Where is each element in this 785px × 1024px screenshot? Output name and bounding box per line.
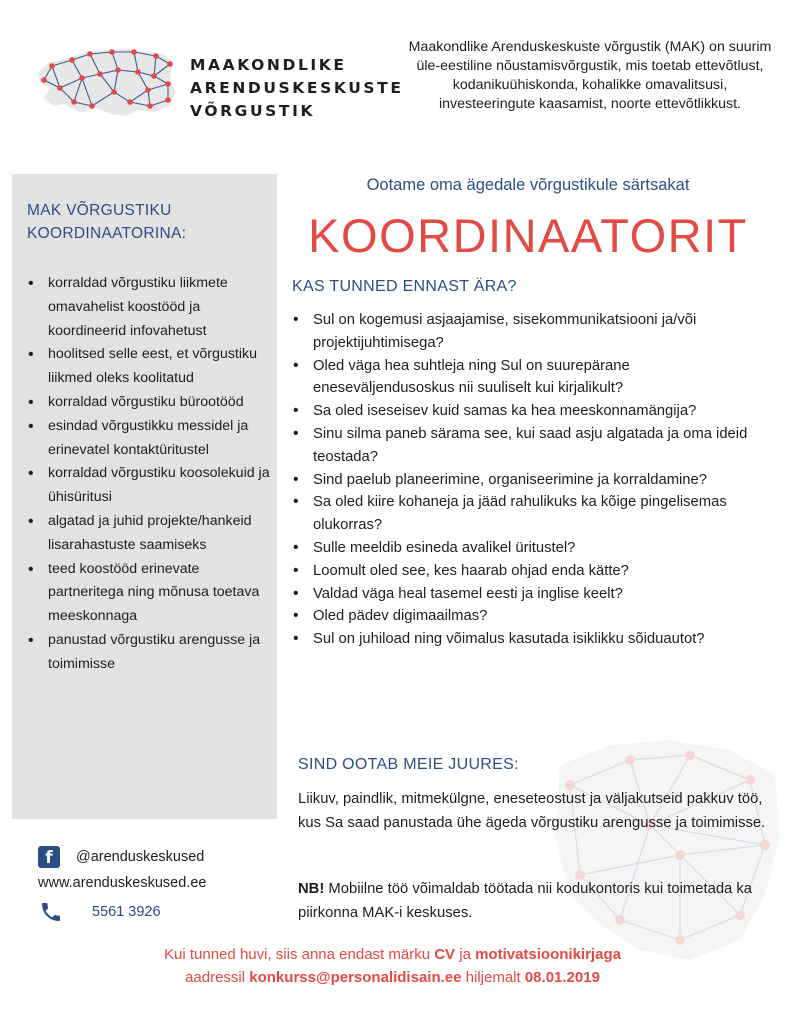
duty-item: • korraldad võrgustiku bürootööd	[25, 391, 270, 415]
cta-line-2	[50, 966, 735, 989]
call-to-action	[50, 943, 735, 989]
cta-date: 08.01.2019	[524, 969, 600, 986]
facebook-handle[interactable]: @arenduskeskused	[76, 849, 205, 865]
duties-list	[25, 272, 270, 677]
cta-text-4: hiljemalt	[461, 969, 525, 986]
tagline: Ootame oma ägedale võrgustikule särtsakat	[366, 176, 690, 194]
note-text: Mobiilne töö võimaldab töötada nii kodukontoris kui toimetada ka piirkonna MAK-i keskuses.	[298, 881, 753, 921]
cta-text-1: Kui tunned huvi, siis anna endast märku	[164, 946, 435, 963]
question-item: • Sind paelub planeerimine, organiseerimine ja korraldamine?	[290, 469, 775, 492]
question-item: • Sul on juhiload ning võimalus kasutada isiklikku sõiduautot?	[290, 628, 775, 651]
duties-title-line-2: KOORDINAATORINA:	[27, 225, 187, 242]
question-item: • Sa oled kiire kohaneja ja jääd rahulikuks ka kõige pingelisemas olukorras?	[290, 491, 775, 537]
duty-item: • esindad võrgustikku messidel ja erinevatel kontaktüritustel	[25, 415, 270, 463]
question-item: • Oled pädev digimaailmas?	[290, 605, 775, 628]
question-item: • Oled väga hea suhtleja ning Sul on suurepärane eneseväljendusoskus nii suuliselt kui kirjalikult?	[290, 355, 775, 401]
question-item: • Sa oled iseseisev kuid samas ka hea meeskonnamängija?	[290, 400, 775, 423]
coordinator-duties-panel	[12, 174, 277, 819]
questions-title: KAS TUNNED ENNAST ÄRA?	[292, 278, 517, 295]
duty-item: • algatad ja juhid projekte/hankeid lisarahastuste saamiseks	[25, 510, 270, 558]
intro-text: Maakondlike Arenduskeskuste võrgustik (MAK) on suurim üle-eestiline nõustamisvõrgustik, mis toetab ettevõtlust, kodanikuühiskonda, kohalikke omavalitsusi, investeeringute kaasamist, noorte ettevõtlikkust.	[408, 39, 772, 112]
website-row[interactable]	[38, 875, 206, 891]
duty-item: • teed koostööd erinevate partneritega ning mõnusa toetava meeskonnaga	[25, 558, 270, 629]
cta-cv: CV	[434, 946, 456, 963]
questions-list	[290, 309, 775, 651]
duties-title	[27, 199, 186, 245]
question-item: • Sul on kogemusi asjaajamise, sisekommunikatsiooni ja/või projektijuhtimisega?	[290, 309, 775, 355]
duties-title-line-1: MAK VÕRGUSTIKU	[27, 202, 172, 219]
cta-text-2: ja	[455, 946, 476, 963]
logo-line-1: MAAKONDLIKE	[190, 56, 347, 74]
cta-letter: motivatsioonikirjaga	[475, 946, 621, 963]
logo-line-3: VÕRGUSTIK	[190, 102, 316, 120]
estonia-network-map-icon	[30, 40, 180, 120]
logo-wordmark	[190, 54, 404, 123]
duty-item: • korraldad võrgustiku liikmete omavahelist koostööd ja koordineerid infovahetust	[25, 272, 270, 343]
phone-number[interactable]: 5561 3926	[92, 904, 161, 920]
page-title: KOORDINAATORIT	[308, 209, 748, 262]
phone-row[interactable]	[38, 900, 161, 924]
logo-line-2: ARENDUSKESKUSTE	[190, 79, 404, 97]
question-item: • Valdad väga heal tasemel eesti ja inglise keelt?	[290, 583, 775, 606]
cta-email[interactable]: konkurss@personalidisain.ee	[249, 969, 462, 986]
offer-title: SIND OOTAB MEIE JUURES:	[298, 756, 519, 773]
duty-item: • hoolitsed selle eest, et võrgustiku liikmed oleks koolitatud	[25, 343, 270, 391]
facebook-row[interactable]	[38, 846, 204, 868]
cta-text-3: aadressil	[185, 969, 250, 986]
duty-item: • panustad võrgustiku arengusse ja toimimisse	[25, 629, 270, 677]
question-item: • Sinu silma paneb särama see, kui saad asju algatada ja oma ideid teostada?	[290, 423, 775, 469]
phone-icon	[38, 900, 64, 924]
question-item: • Sulle meeldib esineda avalikel üritustel?	[290, 537, 775, 560]
duty-item: • korraldad võrgustiku koosolekuid ja ühisüritusi	[25, 462, 270, 510]
note-label: NB!	[298, 881, 325, 897]
offer-text: Liikuv, paindlik, mitmekülgne, eneseteostust ja väljakutseid pakkuv töö, kus Sa saad panustada ühe ägeda võrgustiku arengusse ja toimimisse.	[298, 791, 766, 831]
website-link[interactable]: www.arenduskeskused.ee	[38, 875, 207, 891]
cta-line-1	[50, 943, 735, 966]
offer-note	[298, 878, 768, 925]
facebook-icon: f	[38, 846, 60, 868]
question-item: • Loomult oled see, kes haarab ohjad enda kätte?	[290, 560, 775, 583]
background-network-graphic	[540, 725, 785, 965]
